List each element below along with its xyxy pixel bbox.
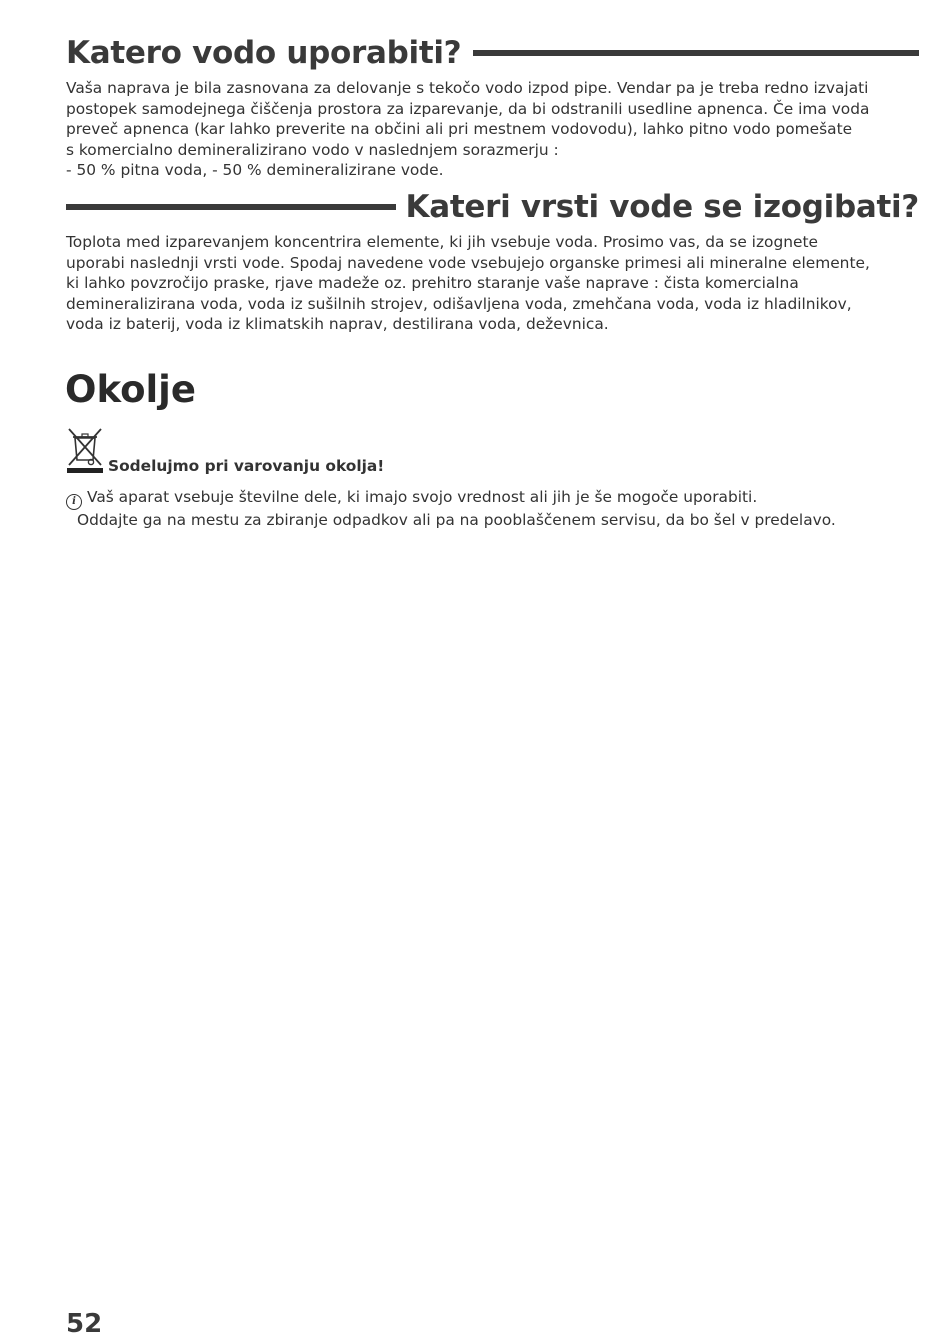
paragraph-line: preveč apnenca (kar lahko preverite na občini ali pri mestnem vodovodu), lahko pitno vodo pomešate <box>66 120 853 138</box>
environment-title: Okolje <box>65 368 196 411</box>
paragraph-line: - 50 % pitna voda, - 50 % demineralizirane vode. <box>66 161 444 179</box>
section-1-heading-row <box>66 34 919 72</box>
section-1-heading: Katero vodo uporabiti? <box>66 35 462 71</box>
info-note <box>66 487 836 531</box>
heading-rule <box>66 204 396 210</box>
paragraph-line: Toplota med izparevanjem koncentrira elemente, ki jih vsebuje voda. Prosimo vas, da se izognete <box>66 233 818 251</box>
paragraph-line: voda iz baterij, voda iz klimatskih naprav, destilirana voda, deževnica. <box>66 315 609 333</box>
paragraph-line: uporabi naslednji vrsti vode. Spodaj navedene vode vsebujejo organske primesi ali mineralne elemente, <box>66 253 870 272</box>
info-line: Oddajte ga na mestu za zbiranje odpadkov ali pa na pooblaščenem servisu, da bo šel v predelavo. <box>77 511 836 529</box>
section-1-paragraph <box>66 78 926 181</box>
paragraph-line: s komercialno demineralizirano vodo v naslednjem sorazmerju : <box>66 140 559 159</box>
section-2-heading-row <box>66 188 919 226</box>
section-2-paragraph <box>66 232 926 335</box>
paragraph-line: ki lahko povzročijo praske, rjave madeže oz. prehitro staranje vaše naprave : čista komercialna <box>66 274 799 292</box>
crossed-out-wheelie-bin-icon <box>66 426 104 474</box>
page-number: 52 <box>66 1309 103 1339</box>
paragraph-line: Vaša naprava je bila zasnovana za delovanje s tekočo vodo izpod pipe. Vendar pa je treba redno izvajati <box>66 79 869 97</box>
section-2-heading: Kateri vrsti vode se izogibati? <box>405 189 919 225</box>
heading-rule <box>473 50 919 56</box>
paragraph-line: postopek samodejnega čiščenja prostora za izparevanje, da bi odstranili usedline apnenca. Če ima voda <box>66 99 870 118</box>
environment-caption: Sodelujmo pri varovanju okolja! <box>108 457 385 475</box>
info-line <box>66 488 757 506</box>
paragraph-line: demineralizirana voda, voda iz sušilnih strojev, odišavljena voda, zmehčana voda, voda iz hladilnikov, <box>66 294 852 313</box>
info-icon: i <box>66 494 82 510</box>
info-text: Vaš aparat vsebuje številne dele, ki imajo svojo vrednost ali jih je še mogoče uporabiti. <box>87 488 758 506</box>
